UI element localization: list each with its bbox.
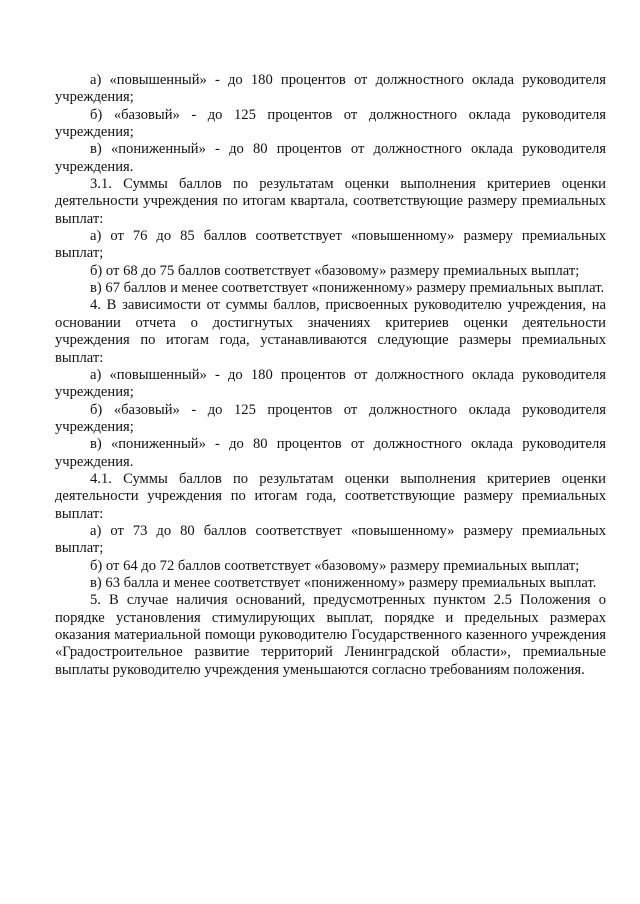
paragraph-year-level-increased: а) «повышенный» - до 180 процентов от должностного оклада руководителя учреждения; xyxy=(55,366,606,401)
paragraph-section-5: 5. В случае наличия оснований, предусмотренных пунктом 2.5 Положения о порядке установления стимулирующих выплат, порядке и предельных размерах оказания материальной помощи руководителю Государственного казенного учреждения «Градостроительное развитие территорий Ленинградской области», премиальные выплаты руководителю учреждения уменьшаются согласно требованиям положения. xyxy=(55,592,606,678)
paragraph-premium-level-increased: а) «повышенный» - до 180 процентов от должностного оклада руководителя учреждения; xyxy=(55,72,606,106)
document-page xyxy=(55,72,606,679)
paragraph-section-4: 4. В зависимости от суммы баллов, присвоенных руководителю учреждения, на основании отчета о достигнутых значениях критериев оценки деятельности учреждения по итогам года, устанавливаются следующие размеры премиальных выплат: xyxy=(55,297,606,366)
paragraph-section-3-1: 3.1. Суммы баллов по результатам оценки выполнения критериев оценки деятельности учреждения по итогам квартала, соответствующие размеру премиальных выплат: xyxy=(55,176,606,227)
paragraph-premium-level-base: б) «базовый» - до 125 процентов от должностного оклада руководителя учреждения; xyxy=(55,106,606,141)
paragraph-quarter-score-increased: а) от 76 до 85 баллов соответствует «повышенному» размеру премиальных выплат; xyxy=(55,228,606,262)
paragraph-year-score-base: б) от 64 до 72 баллов соответствует «базовому» размеру премиальных выплат; xyxy=(90,557,580,574)
paragraph-premium-level-reduced: в) «пониженный» - до 80 процентов от должностного оклада руководителя учреждения. xyxy=(55,141,606,175)
paragraph-year-score-increased: а) от 73 до 80 баллов соответствует «повышенному» размеру премиальных выплат; xyxy=(55,522,606,557)
paragraph-quarter-score-reduced: в) 67 баллов и менее соответствует «пониженному» размеру премиальных выплат. xyxy=(90,280,605,297)
paragraph-section-4-1: 4.1. Суммы баллов по результатам оценки выполнения критериев оценки деятельности учреждения по итогам года, соответствующие размеру премиальных выплат: xyxy=(55,470,606,522)
paragraph-year-level-base: б) «базовый» - до 125 процентов от должностного оклада руководителя учреждения; xyxy=(55,401,606,435)
paragraph-year-level-reduced: в) «пониженный» - до 80 процентов от должностного оклада руководителя учреждения. xyxy=(55,436,606,470)
paragraph-quarter-score-base: б) от 68 до 75 баллов соответствует «базовому» размеру премиальных выплат; xyxy=(90,262,580,279)
paragraph-year-score-reduced: в) 63 балла и менее соответствует «пониженному» размеру премиальных выплат. xyxy=(90,574,597,591)
